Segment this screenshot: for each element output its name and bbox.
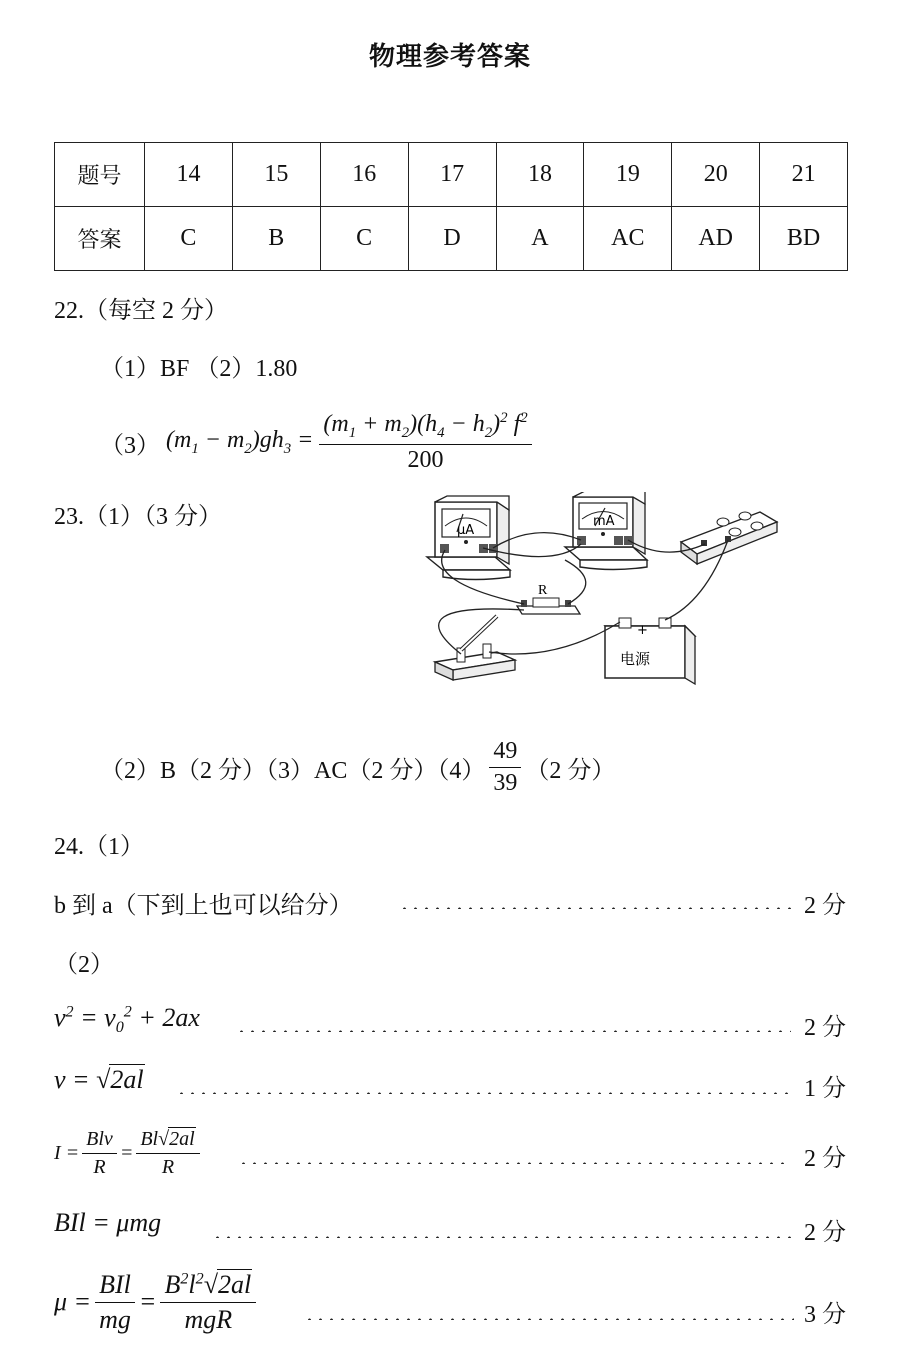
answer-cell: C: [145, 207, 233, 271]
question-number: 20: [672, 143, 760, 207]
dot-leader: [236, 1030, 791, 1032]
meter2-label: mA: [593, 514, 615, 529]
q24-line-direction: [54, 885, 846, 919]
score-eq2: 1 分: [804, 1076, 846, 1102]
score-eq1: 2 分: [804, 1015, 846, 1041]
table-row: [55, 207, 848, 271]
q23-answers-2-3-4: （2）B（2 分）（3）AC（2 分）（4）: [100, 757, 486, 784]
q22-formula-denominator: 200: [407, 446, 444, 473]
q22-formula-fraction: [319, 410, 531, 474]
power-label: 电源: [620, 650, 651, 668]
q22-label-3: （3）: [100, 432, 160, 459]
circuit-diagram: [405, 492, 785, 692]
q24-heading: 24.（1）: [54, 834, 144, 860]
q24-sub2: （2）: [54, 952, 114, 978]
question-number: 19: [584, 143, 672, 207]
dot-leader: [399, 907, 794, 909]
question-number: 15: [232, 143, 320, 207]
q22-heading: 22.（每空 2 分）: [54, 298, 228, 324]
table-row: [55, 143, 848, 207]
answer-cell: AC: [584, 207, 672, 271]
q24-eq1: $v^2 = v_0^2 + 2ax$: [54, 1003, 200, 1037]
question-number: 16: [320, 143, 408, 207]
q24-eq4: BIl = μmg: [54, 1208, 162, 1237]
microammeter: [427, 496, 510, 580]
answer-cell: B: [232, 207, 320, 271]
q23-fraction-denominator: 39: [493, 769, 518, 796]
score-eq4: 2 分: [804, 1220, 846, 1246]
milliammeter: [565, 492, 647, 570]
resistor: [517, 583, 580, 614]
resistor-label: R: [538, 583, 548, 598]
question-number: 21: [760, 143, 848, 207]
answer-cell: C: [320, 207, 408, 271]
q23-heading: 23.（1）（3 分）: [54, 504, 222, 530]
dot-leader: [238, 1162, 791, 1164]
page-title: 物理参考答案: [368, 42, 531, 72]
row-header-number: 题号: [55, 143, 145, 207]
q23-fraction: [489, 738, 521, 797]
q22-answer-3: [100, 406, 532, 478]
q24-eq2: v = √2al: [54, 1065, 144, 1094]
q22-formula-lhs: $(m_1 - m_2)gh_3$ =: [166, 426, 314, 457]
row-header-answer: 答案: [55, 207, 145, 271]
answer-cell: D: [408, 207, 496, 271]
dot-leader: [176, 1092, 791, 1094]
meter1-label: μA: [457, 523, 475, 538]
score-direction: 2 分: [804, 893, 846, 919]
answer-table: [54, 142, 848, 271]
answer-cell: A: [496, 207, 584, 271]
question-number: 14: [145, 143, 233, 207]
switch: [435, 616, 515, 680]
resistance-box: [681, 512, 777, 564]
q23-answer-line: [100, 734, 615, 800]
q22-answer-1-2: （1）BF （2）1.80: [100, 356, 298, 382]
q23-score-4: （2 分）: [525, 757, 616, 784]
q24-eq5: μ = $\frac{\text{BIl}}{mg}$ = $\frac{B^2l^2√2al}{\text{mgR}}$: [54, 1262, 256, 1342]
score-eq5: 3 分: [804, 1302, 846, 1328]
answer-cell: AD: [672, 207, 760, 271]
power-supply: [605, 618, 695, 684]
answer-cell: BD: [760, 207, 848, 271]
q22-formula-numerator: $(m_1 + m_2)(h_4 - h_2)^2$ $f^2$: [319, 410, 531, 445]
q24-eq3: I = $\frac{\text{Blv}}{R}$ = $\frac{Bl√2al}{R}$: [54, 1122, 200, 1184]
dot-leader: [304, 1318, 794, 1320]
question-number: 17: [408, 143, 496, 207]
q23-fraction-numerator: 49: [489, 738, 521, 768]
score-eq3: 2 分: [804, 1146, 846, 1172]
q24-direction-text: b 到 a（下到上也可以给分）: [54, 893, 353, 919]
question-number: 18: [496, 143, 584, 207]
plus-label: +: [637, 623, 648, 638]
dot-leader: [212, 1236, 792, 1238]
